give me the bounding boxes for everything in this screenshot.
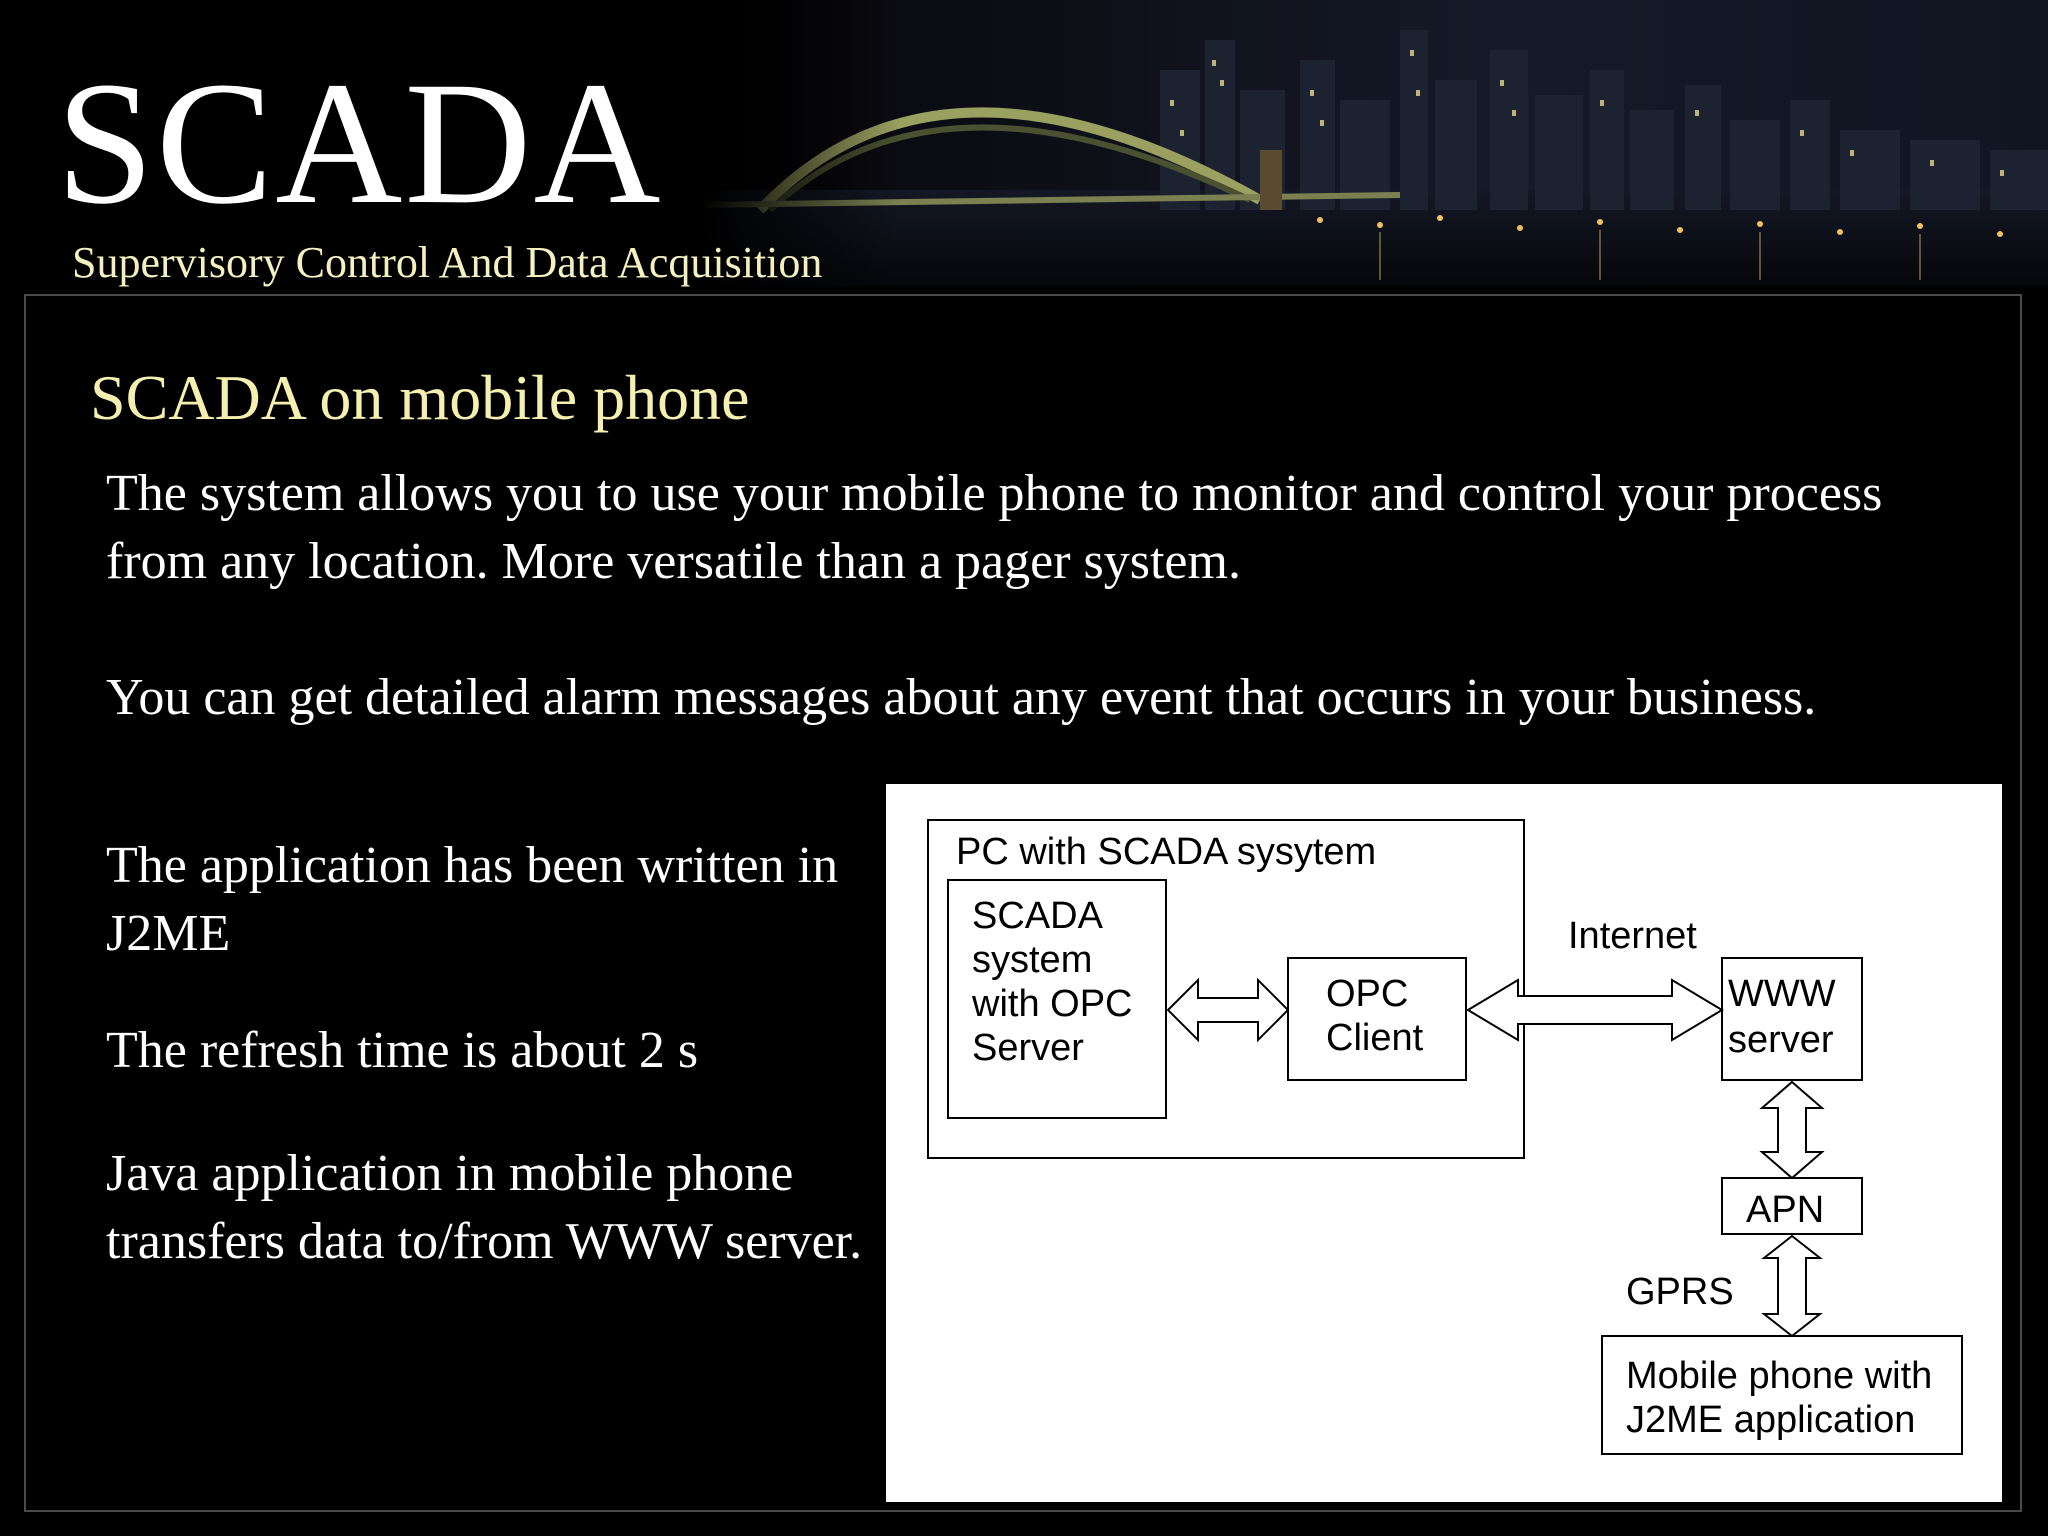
arrow-scada-opc [1168, 980, 1288, 1040]
architecture-diagram [886, 784, 2002, 1502]
paragraph-java-transfer: Java application in mobile phone transfers data to/from WWW server. [106, 1145, 863, 1270]
apn-label: APN [1746, 1189, 1825, 1231]
scada-line-3: with OPC [972, 983, 1133, 1025]
slide-subtitle: Supervisory Control And Data Acquisition [72, 238, 823, 287]
mobile-line-1: Mobile phone with [1626, 1355, 1933, 1397]
scada-line-2: system [972, 939, 1093, 981]
city-skyline-photo [700, 0, 2048, 286]
opc-line-1: OPC [1326, 973, 1409, 1015]
paragraph-alarms: You can get detailed alarm messages about any event that occurs in your business. [106, 669, 1817, 726]
slide-title: SCADA [56, 46, 663, 241]
internet-label: Internet [1568, 915, 1697, 957]
architecture-diagram-svg [886, 784, 2002, 1502]
gprs-label: GPRS [1626, 1271, 1734, 1313]
section-heading: SCADA on mobile phone [90, 362, 750, 433]
paragraph-refresh: The refresh time is about 2 s [106, 1022, 699, 1079]
arrow-opc-www [1468, 980, 1722, 1040]
opc-line-2: Client [1326, 1017, 1424, 1059]
mobile-line-2: J2ME application [1626, 1399, 1916, 1441]
arrow-apn-mobile [1764, 1236, 1820, 1336]
scada-line-1: SCADA [972, 895, 1103, 937]
scada-line-4: Server [972, 1027, 1084, 1069]
www-line-2: server [1728, 1019, 1834, 1061]
slide-header [0, 0, 2048, 286]
paragraph-j2me: The application has been written in J2ME [106, 837, 839, 962]
arrow-www-apn [1762, 1082, 1822, 1178]
pc-box-label: PC with SCADA sysytem [956, 831, 1377, 873]
paragraph-intro: The system allows you to use your mobile phone to monitor and control your process from any location. More versatile than a pager system. [106, 465, 1883, 590]
www-line-1: WWW [1728, 973, 1836, 1015]
